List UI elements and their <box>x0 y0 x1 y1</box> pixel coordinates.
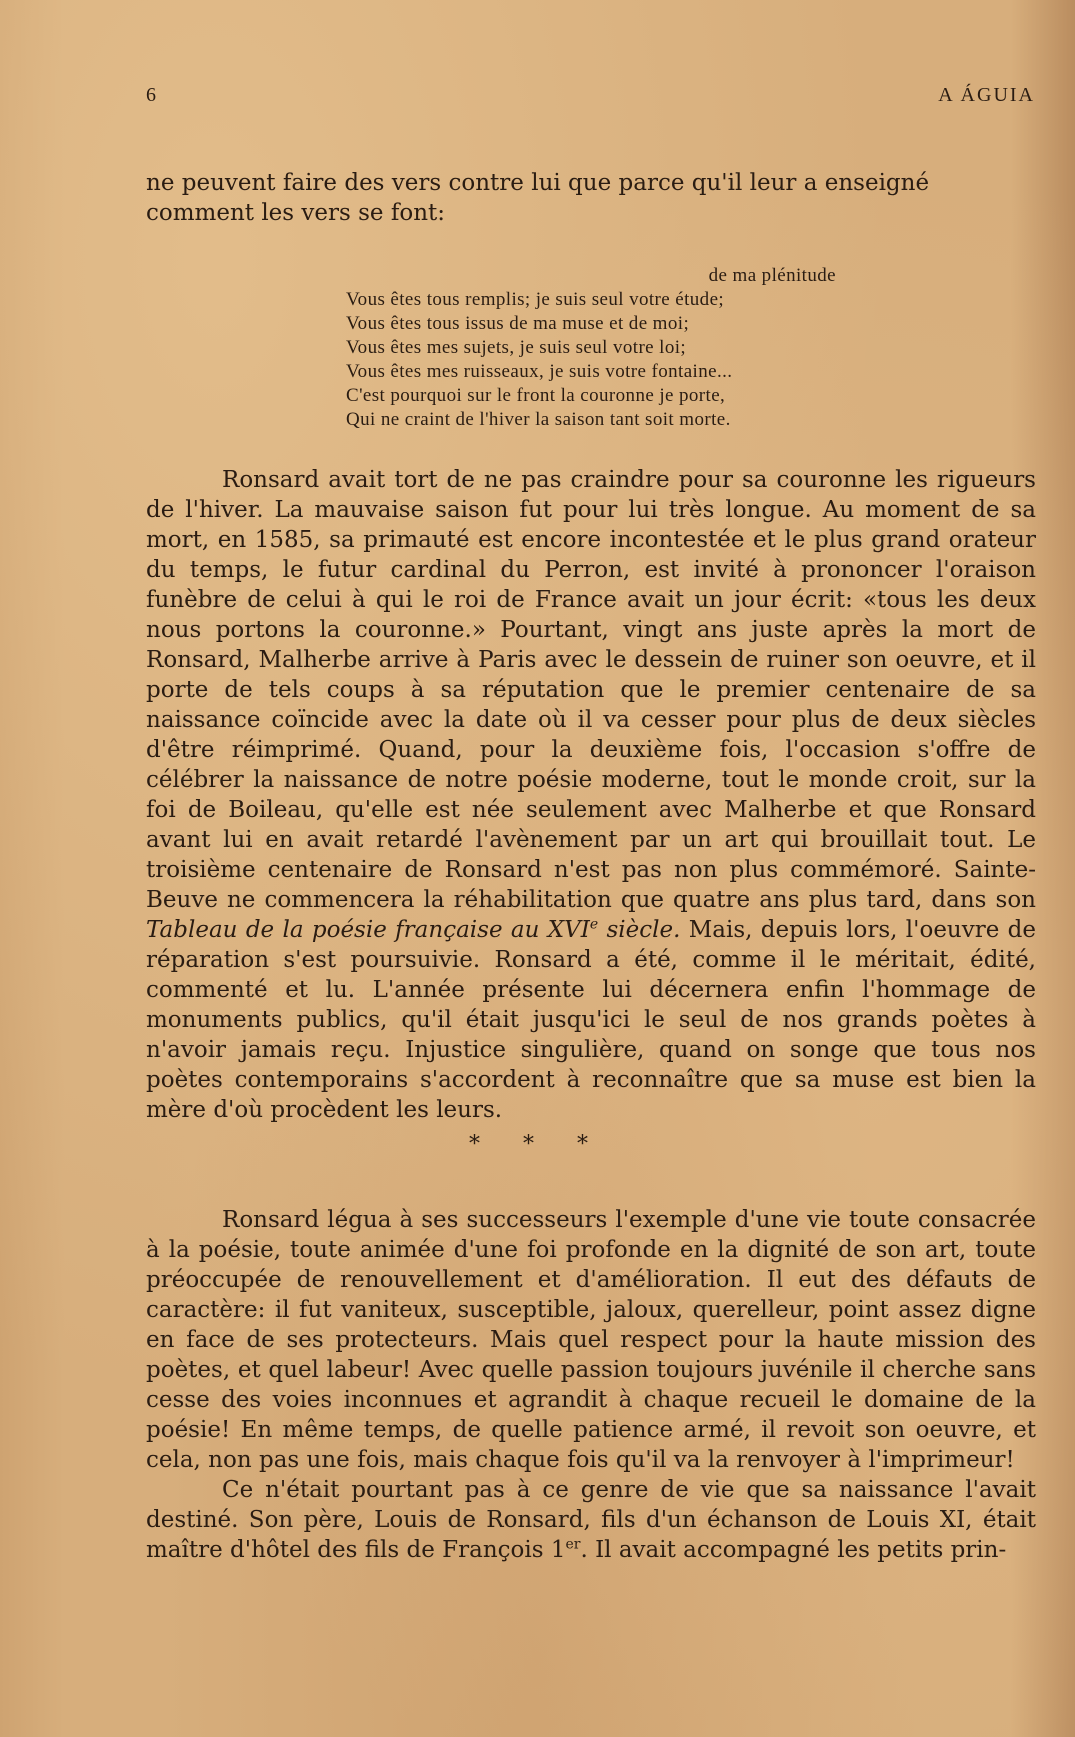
page-header <box>146 84 1035 114</box>
superscript: er <box>565 1536 581 1553</box>
paragraph-text-part: Ronsard avait tort de ne pas craindre pour sa couronne les rigueurs de l'hiver. La mauvaise saison fut pour lui très longue. Au moment de sa mort, en 1585, sa primauté est encore incontestée et le plus grand orateur du temps, le futur cardinal du Perron, est invité à prononcer l'oraison funèbre de celui à qui le roi de France avait un jour écrit: «tous les deux nous portons la couronne.» Pourtant, vingt ans juste après la mort de Ronsard, Malherbe arrive à Paris avec le dessein de ruiner son oeuvre, et il porte de tels coups à sa réputation que le premier centenaire de sa naissance coïncide avec la date où il va cesser pour plus de deux siècles d'être réimprimé. Quand, pour la deuxième fois, l'occasion s'offre de célébrer la naissance de notre poésie moderne, tout le monde croit, sur la foi de Boileau, qu'elle est née seulement avec Malherbe et que Ronsard avant lui en avait retardé l'avènement par un art qui brouillait tout. Le troisième centenaire de Ronsard n'est pas non plus commémoré. Sainte-Beuve ne commencera la réhabilitation que quatre ans plus tard, dans son <box>146 467 1036 913</box>
paragraph-legacy <box>146 1205 1036 1565</box>
verse-line: C'est pourquoi sur le front la couronne je porte, <box>346 385 726 406</box>
paragraph-reputation-text <box>146 465 1036 1125</box>
superscript: e <box>589 916 599 933</box>
section-separator: * * * <box>469 1132 606 1157</box>
paragraph-origins-text <box>146 1475 1036 1565</box>
book-title <box>146 917 680 943</box>
verse-line: Vous êtes mes ruisseaux, je suis votre fontaine... <box>346 361 733 382</box>
verse-line: Vous êtes tous remplis; je suis seul votre étude; <box>346 289 725 310</box>
verse-quotation <box>346 264 856 432</box>
verse-line: Qui ne craint de l'hiver la saison tant soit morte. <box>346 409 731 430</box>
book-title-end: siècle. <box>598 917 681 943</box>
running-title: A ÁGUIA <box>938 84 1035 106</box>
book-title-text: Tableau de la poésie française au XVI <box>146 917 590 943</box>
verse-line: Vous êtes mes sujets, je suis seul votre loi; <box>346 337 687 358</box>
page-number: 6 <box>146 84 156 106</box>
paragraph-text-part: Mais, depuis lors, l'oeuvre de réparation s'est poursuivie. Ronsard a été, comme il le méritait, édité, commenté et lu. L'année présente lui décernera enfin l'hommage de monuments publics, qu'il était jusqu'ici le seul de nos grands poètes à n'avoir jamais reçu. Injustice singulière, quand on songe que tous nos poètes contemporains s'accordent à reconnaître que sa muse est bien la mère d'où procèdent les leurs. <box>146 917 1037 1123</box>
verse-lead: de ma plénitude <box>708 265 836 286</box>
paragraph-text-part: . Il avait accompagné les petits prin- <box>580 1537 1007 1563</box>
verse-line: Vous êtes tous issus de ma muse et de moi; <box>346 313 690 334</box>
paragraph-text-part: Ce n'était pourtant pas à ce genre de vie que sa naissance l'avait destiné. Son père, Louis de Ronsard, fils d'un échanson de Louis XI, était maître d'hôtel des fils de François 1 <box>146 1477 1036 1563</box>
paragraph-legacy-text: Ronsard légua à ses successeurs l'exemple d'une vie toute consacrée à la poésie, toute animée d'une foi profonde en la dignité de son art, toute préoccupée de renouvellement et d'amélioration. Il eut des défauts de caractère: il fut vaniteux, susceptible, jaloux, querelleur, point assez digne en face de ses protecteurs. Mais quel respect pour la haute mission des poètes, et quel labeur! Avec quelle passion toujours juvénile il cherche sans cesse des voies inconnues et agrandit à chaque recueil le domaine de la poésie! En même temps, de quelle patience armé, il revoit son oeuvre, et cela, non pas une fois, mais chaque fois qu'il va la renvoyer à l'imprimeur! <box>146 1207 1036 1473</box>
paragraph-reputation <box>146 465 1036 1125</box>
intro-text: ne peuvent faire des vers contre lui que parce qu'il leur a enseigné comment les vers se font: <box>146 170 930 226</box>
intro-paragraph <box>146 168 1036 228</box>
